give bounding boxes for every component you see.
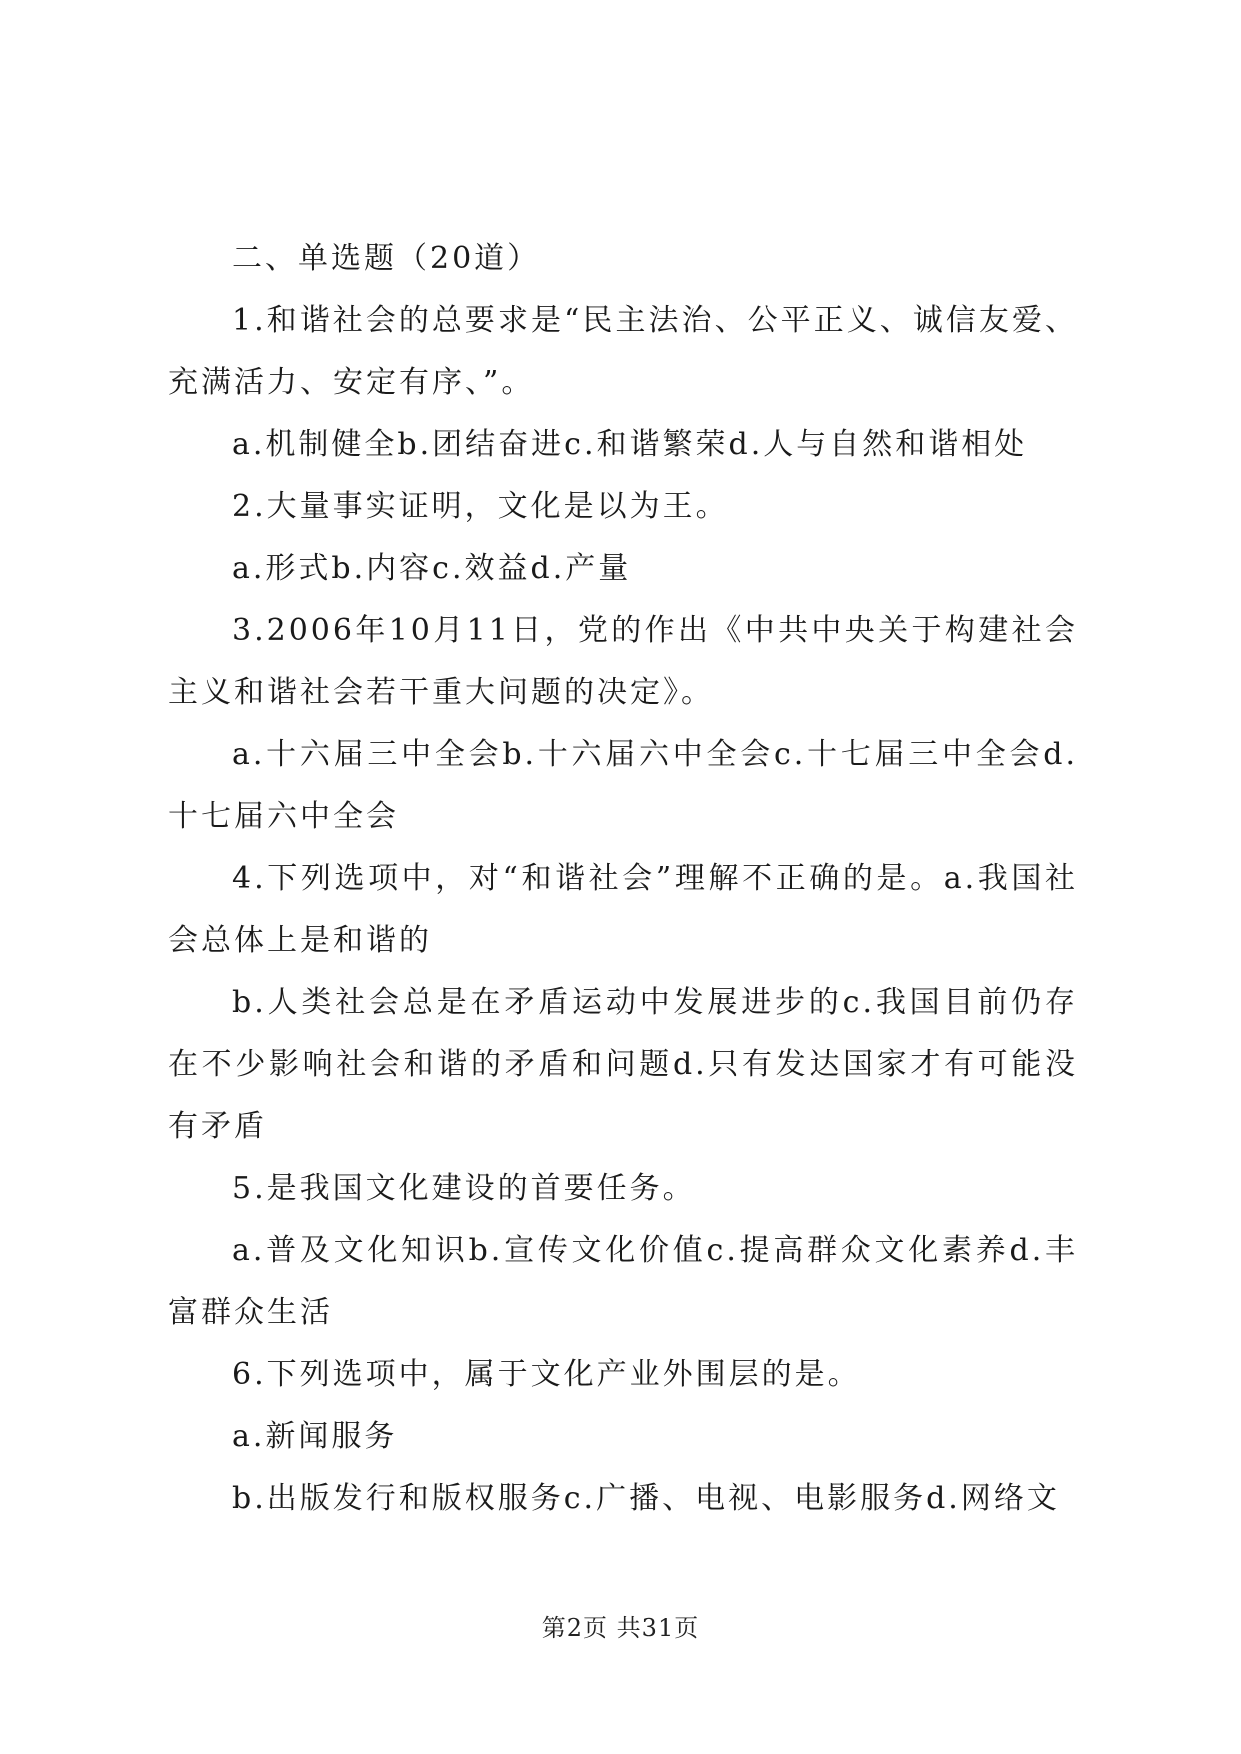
question-1-options: a.机制健全b.团结奋进c.和谐繁荣d.人与自然和谐相处 [232, 427, 1028, 462]
question-4-options: b.人类社会总是在矛盾运动中发展进步的c.我国目前仍存在不少影响社会和谐的矛盾和问题d.只有发达国家才有可能没有矛盾 [168, 985, 1078, 1144]
section-heading: 二、单选题（20道） [232, 241, 541, 276]
question-2-options: a.形式b.内容c.效益d.产量 [232, 551, 632, 586]
page-footer [0, 1608, 1241, 1643]
question-3: 3.2006年10月11日，党的作出《中共中央关于构建社会主义和谐社会若干重大问题的决定》。 [168, 613, 1078, 710]
question-5-options: a.普及文化知识b.宣传文化价值c.提高群众文化素养d.丰富群众生活 [168, 1233, 1078, 1330]
question-5: 5.是我国文化建设的首要任务。 [232, 1171, 696, 1206]
question-6: 6.下列选项中，属于文化产业外围层的是。 [232, 1357, 861, 1392]
question-1: 1.和谐社会的总要求是“民主法治、公平正义、诚信友爱、充满活力、安定有序、”。 [168, 303, 1078, 400]
question-6-options: b.出版发行和版权服务c.广播、电视、电影服务d.网络文 [232, 1481, 1060, 1516]
question-3-options: a.十六届三中全会b.十六届六中全会c.十七届三中全会d.十七届六中全会 [168, 737, 1078, 834]
question-6-option-a: a.新闻服务 [232, 1419, 398, 1454]
question-4: 4.下列选项中，对“和谐社会”理解不正确的是。a.我国社会总体上是和谐的 [168, 861, 1078, 958]
page-number: 第2页 共31页 [541, 1614, 700, 1642]
page-body [168, 228, 1078, 1530]
question-2: 2.大量事实证明，文化是以为王。 [232, 489, 729, 524]
